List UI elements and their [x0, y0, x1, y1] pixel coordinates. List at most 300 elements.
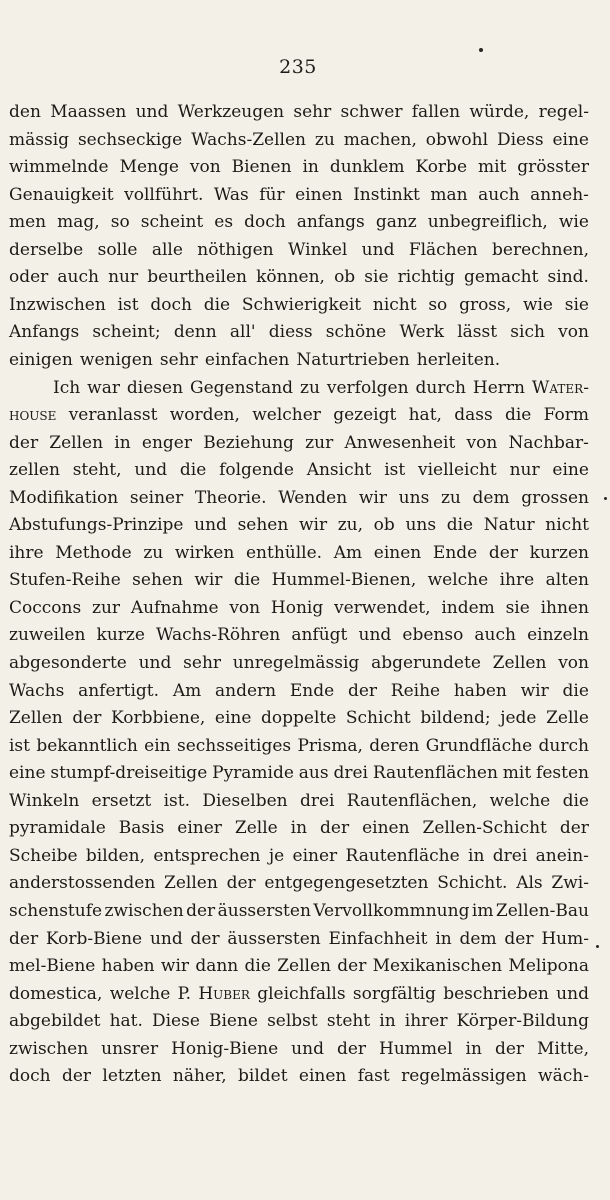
word: Form: [543, 405, 589, 426]
word: vollführt.: [124, 184, 204, 205]
word: ganz: [375, 212, 417, 233]
word: Hummel: [379, 1038, 453, 1059]
word: können,: [256, 267, 325, 288]
word: ebenso: [402, 625, 464, 646]
word: steht,: [72, 460, 122, 481]
word: äussersten: [217, 900, 311, 921]
word: und: [361, 239, 395, 260]
word: wir: [160, 956, 190, 977]
word: all': [229, 322, 256, 343]
word: und: [138, 653, 172, 673]
word: von: [558, 322, 589, 343]
word: einer: [292, 845, 338, 866]
word: und: [556, 983, 589, 1004]
word: Zelle: [234, 818, 278, 839]
word: festen: [536, 763, 589, 784]
word: Rautenflächen: [372, 763, 498, 784]
text-line: [9, 236, 589, 264]
word: Anfangs: [9, 322, 80, 343]
word: und: [291, 1038, 324, 1059]
word: die: [446, 515, 474, 536]
word: Wachs-Röhren: [156, 625, 281, 646]
word: machen,: [343, 129, 417, 150]
word: seiner: [129, 487, 184, 508]
word: Hum-: [541, 928, 589, 949]
word: einen: [298, 1066, 347, 1087]
word: im: [471, 900, 494, 921]
word: zu: [143, 542, 164, 563]
word: Aufnahme: [130, 597, 219, 618]
word: eine: [9, 763, 46, 784]
word: wirken: [174, 542, 235, 563]
word: drei: [492, 845, 528, 866]
word: die: [504, 405, 532, 426]
word: und: [135, 102, 169, 122]
word: ob: [334, 267, 356, 288]
word: herleiten.: [416, 349, 501, 370]
word: der: [190, 928, 220, 949]
word: dem: [472, 487, 510, 508]
word: steht: [326, 1011, 371, 1032]
word: wir: [194, 570, 223, 591]
word: Schwierigkeit: [241, 294, 362, 315]
word: die: [179, 460, 207, 481]
word: gezeigt: [333, 405, 397, 426]
word: domestica,: [9, 983, 103, 1004]
word: näher,: [172, 1066, 227, 1087]
word: Am: [172, 680, 202, 701]
word: Bienen: [231, 157, 292, 178]
text-line: [9, 759, 589, 787]
word: zu: [300, 377, 320, 398]
word: von: [189, 157, 221, 178]
word: Biene: [208, 1011, 258, 1032]
word: Hummel-Bienen,: [271, 570, 417, 591]
word: in: [468, 845, 485, 866]
word: ersetzt: [91, 790, 152, 811]
word: in: [435, 928, 452, 949]
word: Beziehung: [203, 432, 294, 453]
word: abgesonderte: [9, 653, 127, 673]
text-line: [9, 539, 589, 567]
word: durch: [538, 735, 589, 756]
word: Melipona: [508, 956, 589, 977]
page-number: 235: [279, 56, 317, 78]
word: sechseckige: [77, 129, 183, 150]
word: äussersten: [227, 928, 321, 949]
word: Korb-Biene: [45, 928, 143, 949]
word: kurzen: [529, 542, 589, 563]
text-line: [9, 374, 589, 402]
word: anein-: [535, 845, 589, 866]
word: ist: [117, 294, 139, 315]
word: haben: [453, 680, 507, 701]
word: andern: [214, 680, 277, 701]
word: schöne: [325, 322, 387, 343]
word: in: [465, 1038, 482, 1059]
word: auch: [478, 184, 520, 205]
ink-speck: [596, 945, 599, 948]
word: nöthigen: [197, 239, 274, 260]
word: letzten: [102, 1066, 162, 1087]
word: Methode: [55, 542, 132, 563]
word: ein: [144, 735, 171, 756]
word: house: [9, 405, 57, 426]
text-line: [9, 208, 589, 236]
word: den: [9, 102, 41, 122]
word: Flächen: [408, 239, 478, 260]
word: ihrer: [404, 1011, 448, 1032]
word: zuweilen: [9, 625, 86, 646]
word: unregelmässig: [232, 653, 360, 673]
word: Dieselben: [202, 790, 288, 811]
word: ist: [9, 735, 30, 756]
word: Herrn: [472, 377, 525, 398]
word: so: [110, 212, 130, 233]
word: zu: [440, 487, 461, 508]
text-line: [9, 704, 589, 732]
text-line: [9, 291, 589, 319]
word: der: [320, 818, 350, 839]
text-line: [9, 566, 589, 594]
word: sehr: [293, 102, 332, 122]
word: gleichfalls: [257, 983, 346, 1004]
word: verwendet,: [334, 597, 431, 618]
word: einzeln: [527, 625, 589, 646]
word: anfügt: [291, 625, 348, 646]
word: sind.: [547, 267, 589, 288]
word: zu,: [337, 515, 364, 536]
word: drei: [333, 763, 368, 784]
word: Zelle: [546, 708, 589, 729]
text-line: [9, 511, 589, 539]
word: anneh-: [530, 184, 589, 205]
word: abgerundete: [371, 653, 481, 673]
word: obwohl: [425, 129, 489, 150]
word: Werk: [399, 322, 445, 343]
text-line: [9, 649, 589, 677]
word: scheint: [140, 212, 204, 233]
word: einer: [177, 818, 222, 839]
word: Modifikation: [9, 487, 119, 508]
word: dass: [454, 405, 493, 426]
word: von: [466, 432, 498, 453]
text-line: [9, 346, 589, 374]
word: scheint;: [92, 322, 161, 343]
word: Zwi-: [551, 873, 589, 894]
text-line: [9, 181, 589, 209]
word: wie: [522, 294, 553, 315]
word: die: [233, 570, 261, 591]
word: man: [430, 184, 468, 205]
word: Werkzeugen: [177, 102, 285, 122]
text-line: [9, 925, 589, 953]
word: welche: [427, 570, 489, 591]
word: Wachs: [9, 680, 65, 701]
word: sie: [505, 597, 530, 618]
word: Prisma,: [297, 735, 363, 756]
word: Rautenflächen,: [346, 790, 478, 811]
word: bilden,: [85, 845, 145, 866]
word: diesen: [126, 377, 184, 398]
word: auch: [57, 267, 99, 288]
word: jede: [500, 708, 537, 729]
word: einen: [295, 184, 343, 205]
word: Ansicht: [306, 460, 372, 481]
word: Was: [213, 184, 249, 205]
word: grossen: [521, 487, 589, 508]
word: indem: [441, 597, 495, 618]
word: für: [259, 184, 285, 205]
word: unbegreiflich,: [427, 212, 548, 233]
word: bekanntlich: [36, 735, 138, 756]
word: gross,: [459, 294, 512, 315]
word: Naturtrieben: [296, 349, 410, 370]
word: haben: [101, 956, 155, 977]
word: enger: [141, 432, 192, 453]
word: ist: [384, 460, 406, 481]
word: der: [347, 680, 378, 701]
word: Diese: [151, 1011, 200, 1032]
word: auch: [474, 625, 516, 646]
word: Korbbiene,: [111, 708, 206, 729]
text-line: [9, 429, 589, 457]
word: einfachen: [204, 349, 290, 370]
word: sehr: [159, 349, 198, 370]
word: der: [61, 1066, 92, 1087]
word: drei: [299, 790, 335, 811]
word: mag,: [57, 212, 100, 233]
word: bildet: [238, 1066, 288, 1087]
word: stumpf-dreiseitige: [50, 763, 208, 784]
word: Grundfläche: [425, 735, 533, 756]
ink-speck: [604, 497, 607, 500]
text-line: [9, 594, 589, 622]
word: anderstossenden: [9, 873, 156, 894]
word: Am: [333, 542, 363, 563]
word: Natur: [483, 515, 535, 536]
word: Zellen: [164, 873, 218, 894]
word: einigen: [9, 349, 73, 370]
word: anfertigt.: [78, 680, 160, 701]
text-line: [9, 153, 589, 181]
word: Mitte,: [537, 1038, 589, 1059]
word: regelmässigen: [401, 1066, 527, 1087]
word: entgegengesetzten: [264, 873, 429, 894]
text-line: [9, 621, 589, 649]
word: Körper-Bildung: [456, 1011, 589, 1032]
word: Schicht: [345, 708, 411, 729]
word: Ende: [432, 542, 478, 563]
word: kurze: [96, 625, 145, 646]
word: schenstufe: [9, 900, 103, 921]
word: mel-Biene: [9, 956, 96, 977]
word: zellen: [9, 460, 60, 481]
word: Pyramide: [212, 763, 294, 784]
word: lässt: [457, 322, 498, 343]
word: selbst: [267, 1011, 318, 1032]
word: zwischen: [104, 900, 184, 921]
word: sorgfältig: [352, 983, 436, 1004]
word: Genauigkeit: [9, 184, 114, 205]
word: sich: [510, 322, 545, 343]
text-line: [9, 897, 589, 925]
word: Instinkt: [353, 184, 420, 205]
word: die: [244, 956, 271, 977]
word: in: [290, 818, 308, 839]
word: veranlasst: [68, 405, 158, 426]
word: pyramidale: [9, 818, 106, 839]
text-line: [9, 1035, 589, 1063]
word: Rautenfläche: [345, 845, 460, 866]
word: sehen: [132, 570, 183, 591]
word: Ich: [53, 377, 81, 398]
word: schwer: [340, 102, 403, 122]
text-line: [9, 318, 589, 346]
text-line: [9, 787, 589, 815]
word: wenigen: [79, 349, 153, 370]
word: Mexikanischen: [372, 956, 503, 977]
word: hat.: [109, 1011, 143, 1032]
word: der: [488, 542, 518, 563]
word: die: [203, 294, 231, 315]
word: Coccons: [9, 597, 82, 618]
word: wimmelnde: [9, 157, 109, 178]
text-line: [9, 842, 589, 870]
word: ob: [373, 515, 395, 536]
word: Theorie.: [194, 487, 267, 508]
word: grösster: [517, 157, 589, 178]
word: ihre: [499, 570, 535, 591]
word: Diess: [496, 129, 544, 150]
word: es: [214, 212, 234, 233]
word: in: [302, 157, 319, 178]
word: wir: [298, 515, 328, 536]
word: abgebildet: [9, 1011, 101, 1032]
word: Zellen-Bau: [495, 900, 589, 921]
word: ihnen: [540, 597, 589, 618]
word: wir: [358, 487, 387, 508]
word: dunklem: [329, 157, 405, 178]
word: in: [114, 432, 131, 453]
word: sie: [364, 267, 389, 288]
word: sehr: [183, 653, 222, 673]
word: Nachbar-: [508, 432, 589, 453]
word: Huber: [198, 983, 250, 1004]
word: beurtheilen: [147, 267, 247, 288]
word: fallen: [411, 102, 461, 122]
word: der: [9, 432, 39, 453]
word: Einfachheit: [328, 928, 428, 949]
word: der: [186, 900, 216, 921]
word: und: [149, 928, 183, 949]
word: wie: [558, 212, 589, 233]
word: sie: [564, 294, 589, 315]
word: eine: [552, 129, 589, 150]
ink-speck: [479, 48, 483, 52]
word: sehen: [237, 515, 289, 536]
word: Zellen: [277, 956, 331, 977]
word: welche: [489, 790, 551, 811]
word: Maassen: [50, 102, 127, 122]
word: Zellen-Schicht: [422, 818, 547, 839]
word: der: [9, 928, 39, 949]
word: Zellen: [492, 653, 547, 673]
word: einen: [373, 542, 422, 563]
word: je: [268, 845, 285, 866]
word: der: [336, 1038, 367, 1059]
word: und: [358, 625, 392, 646]
word: Wenden: [278, 487, 348, 508]
word: zu: [314, 129, 335, 150]
word: nicht: [545, 515, 589, 536]
word: uns: [405, 515, 437, 536]
word: anfangs: [296, 212, 365, 233]
word: diess: [268, 322, 313, 343]
word: die: [562, 790, 589, 811]
text-line: [9, 456, 589, 484]
word: Zellen: [49, 432, 104, 453]
word: alle: [151, 239, 183, 260]
word: Anwesenheit: [344, 432, 456, 453]
word: solle: [97, 239, 138, 260]
word: mit: [477, 157, 507, 178]
word: doppelte: [261, 708, 337, 729]
word: welcher: [252, 405, 321, 426]
word: Scheibe: [9, 845, 78, 866]
word: vielleicht: [417, 460, 497, 481]
word: die: [562, 680, 589, 701]
word: P.: [177, 983, 192, 1004]
word: derselbe: [9, 239, 84, 260]
word: ist.: [163, 790, 190, 811]
word: richtig: [397, 267, 455, 288]
word: deren: [369, 735, 420, 756]
word: unsrer: [101, 1038, 159, 1059]
word: und: [194, 515, 227, 536]
word: der: [504, 928, 534, 949]
word: Wachs-Zellen: [191, 129, 306, 150]
word: der: [72, 708, 102, 729]
text-line: [9, 401, 589, 429]
word: Ende: [289, 680, 335, 701]
word: der: [226, 873, 256, 894]
word: denn: [173, 322, 217, 343]
text-line: [9, 869, 589, 897]
word: nicht: [372, 294, 417, 315]
word: Korbe: [415, 157, 468, 178]
word: fast: [357, 1066, 390, 1087]
word: Inzwischen: [9, 294, 106, 315]
word: doch: [9, 1066, 51, 1087]
word: der: [337, 956, 367, 977]
word: würde,: [469, 102, 530, 122]
word: welche: [109, 983, 171, 1004]
word: mit: [502, 763, 532, 784]
word: Zellen: [9, 708, 63, 729]
word: Winkeln: [9, 790, 80, 811]
word: Abstufungs-Prinzipe: [9, 515, 184, 536]
word: entsprechen: [153, 845, 261, 866]
word: folgende: [219, 460, 294, 481]
word: sechsseitiges: [176, 735, 292, 756]
word: mässig: [9, 129, 70, 150]
word: doch: [244, 212, 286, 233]
word: Winkel: [287, 239, 348, 260]
text-line: [9, 980, 589, 1008]
word: Honig-Biene: [171, 1038, 279, 1059]
word: einen: [362, 818, 410, 839]
